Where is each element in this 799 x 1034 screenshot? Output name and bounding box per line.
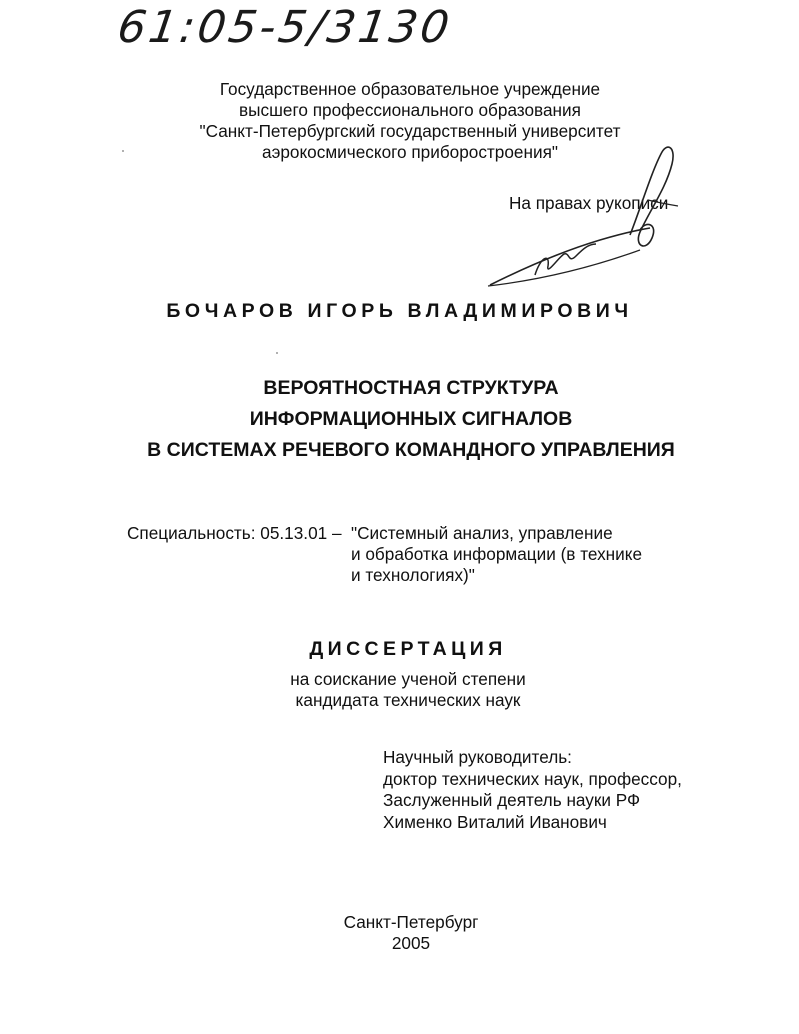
author-name: БОЧАРОВ ИГОРЬ ВЛАДИМИРОВИЧ [166, 300, 633, 322]
specialty-line: и технологиях)" [351, 565, 475, 585]
handwritten-catalog-number: 61:05-5/3130 [114, 2, 456, 53]
supervisor-line: Заслуженный деятель науки РФ [383, 790, 641, 810]
dissertation-heading: ДИССЕРТАЦИЯ [309, 638, 507, 660]
dissertation-title [0, 373, 799, 466]
institution-line: высшего профессионального образования [239, 100, 581, 120]
specialty-label: Специальность: 05.13.01 – [127, 523, 342, 543]
supervisor-line: Научный руководитель: [383, 747, 572, 767]
institution-line: Государственное образовательное учреждение [219, 79, 601, 99]
title-line: ИНФОРМАЦИОННЫХ СИГНАЛОВ [249, 408, 573, 430]
institution-line: "Санкт-Петербургский государственный университет [199, 121, 621, 141]
scan-speck [276, 352, 278, 354]
institution-line: аэрокосмического приборостроения" [262, 142, 558, 162]
degree-line: на соискание ученой степени [290, 669, 526, 689]
year: 2005 [391, 933, 431, 953]
title-line: ВЕРОЯТНОСТНАЯ СТРУКТУРА [263, 377, 559, 399]
specialty-line: и обработка информации (в технике [351, 544, 643, 564]
title-line: В СИСТЕМАХ РЕЧЕВОГО КОМАНДНОГО УПРАВЛЕНИЯ [147, 439, 675, 461]
specialty-line: "Системный анализ, управление [351, 523, 613, 543]
city: Санкт-Петербург [343, 912, 479, 932]
place-and-year [0, 912, 799, 954]
specialty-description [351, 523, 642, 586]
supervisor-line: доктор технических наук, профессор, [383, 768, 682, 789]
degree-line: кандидата технических наук [295, 690, 521, 710]
manuscript-rights-note: На правах рукописи [509, 193, 669, 213]
signature-icon [480, 140, 700, 300]
scan-speck [122, 150, 124, 152]
degree-description [0, 669, 799, 711]
supervisor-line: Хименко Виталий Иванович [383, 811, 607, 832]
supervisor-block [383, 747, 682, 833]
